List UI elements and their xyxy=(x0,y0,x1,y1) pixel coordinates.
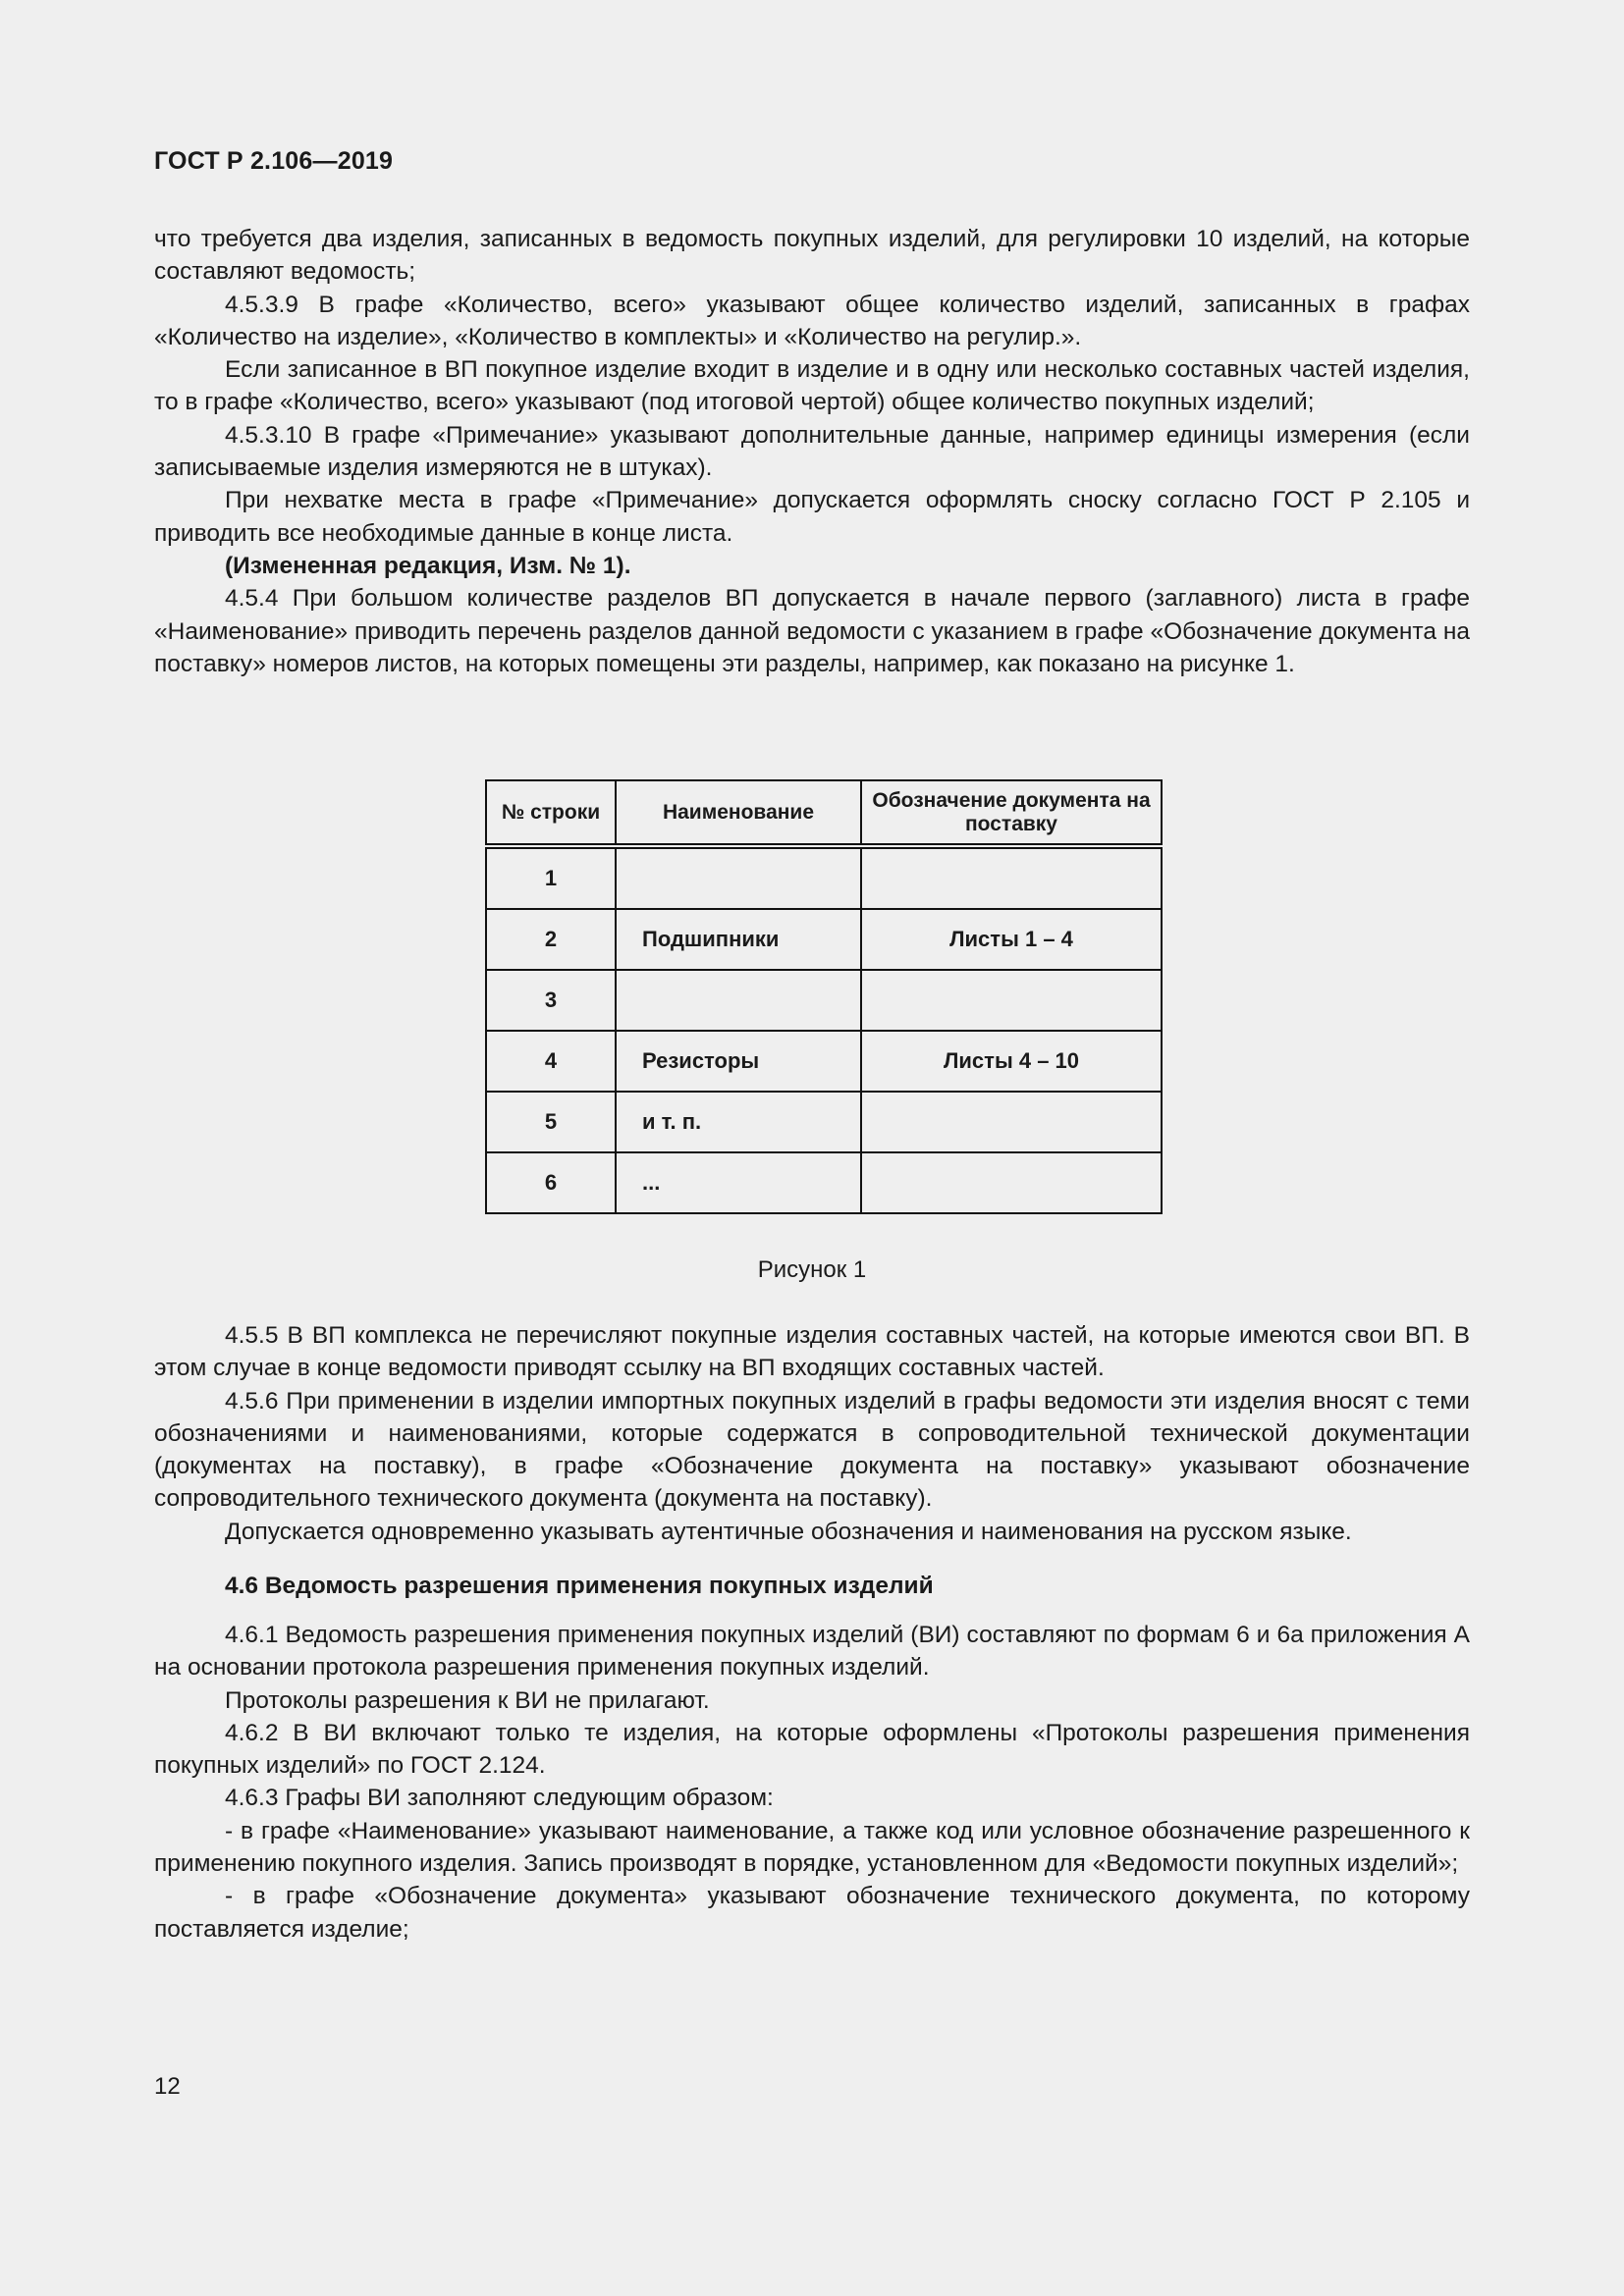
table-row xyxy=(486,846,1162,909)
header-document: Обозначение документа на поставку xyxy=(861,780,1162,846)
text-block-3 xyxy=(154,1619,1470,1946)
table-row xyxy=(486,1031,1162,1092)
sections-table xyxy=(485,779,1163,1214)
cell-name xyxy=(616,970,861,1031)
text-block-2 xyxy=(154,1319,1470,1548)
paragraph: Если записанное в ВП покупное изделие входит в изделие и в одну или несколько составных частей изделия, то в графе «Количество, всего» указывают (под итоговой чертой) общее количество покупных изделий; xyxy=(154,356,1470,416)
paragraph: 4.5.6 При применении в изделии импортных покупных изделий в графы ведомости эти изделия вносят с теми обозначениями и наименованиями, которые содержатся в сопроводительной технической документации (документах на поставку), в графе «Обозначение документа на поставку» указывают обозначение сопроводительного технического документа (документа на поставку). xyxy=(154,1387,1470,1513)
cell-row-number: 1 xyxy=(486,846,616,909)
paragraph: При нехватке места в графе «Примечание» допускается оформлять сноску согласно ГОСТ Р 2.105 и приводить все необходимые данные в конце листа. xyxy=(154,487,1470,547)
paragraph: что требуется два изделия, записанных в ведомость покупных изделий, для регулировки 10 изделий, на которые составляют ведомость; xyxy=(154,226,1470,286)
cell-row-number: 3 xyxy=(486,970,616,1031)
cell-document: Листы 4 – 10 xyxy=(861,1031,1162,1092)
header-name: Наименование xyxy=(616,780,861,846)
paragraph: 4.5.4 При большом количестве разделов ВП допускается в начале первого (заглавного) листа в графе «Наименование» приводить перечень разделов данной ведомости с указанием в графе «Обозначение документа на поставку» номеров листов, на которых помещены эти разделы, например, как показано на рисунке 1. xyxy=(154,585,1470,677)
paragraph: 4.6.2 В ВИ включают только те изделия, на которые оформлены «Протоколы разрешения применения покупных изделий» по ГОСТ 2.124. xyxy=(154,1719,1470,1780)
header-row-number: № строки xyxy=(486,780,616,846)
paragraph: 4.5.3.9 В графе «Количество, всего» указывают общее количество изделий, записанных в графах «Количество на изделие», «Количество в комплекты» и «Количество на регулир.». xyxy=(154,291,1470,350)
page-number: 12 xyxy=(154,2073,181,2100)
cell-document xyxy=(861,1152,1162,1213)
table-row xyxy=(486,909,1162,970)
figure-1 xyxy=(485,779,1163,1214)
paragraph: Протоколы разрешения к ВИ не прилагают. xyxy=(225,1686,710,1714)
cell-row-number: 4 xyxy=(486,1031,616,1092)
cell-row-number: 6 xyxy=(486,1152,616,1213)
cell-document xyxy=(861,970,1162,1031)
section-heading: 4.6 Ведомость разрешения применения покупных изделий xyxy=(225,1573,934,1599)
amendment-note: (Измененная редакция, Изм. № 1). xyxy=(225,552,631,579)
cell-name: ... xyxy=(616,1152,861,1213)
paragraph: Допускается одновременно указывать аутентичные обозначения и наименования на русском языке. xyxy=(225,1518,1352,1545)
cell-document: Листы 1 – 4 xyxy=(861,909,1162,970)
section-heading-block xyxy=(154,1570,1470,1602)
cell-name: и т. п. xyxy=(616,1092,861,1152)
list-item: - в графе «Обозначение документа» указывают обозначение технического документа, по которому поставляется изделие; xyxy=(154,1883,1470,1943)
table-row xyxy=(486,970,1162,1031)
document-header: ГОСТ Р 2.106—2019 xyxy=(154,147,394,175)
paragraph: 4.5.3.10 В графе «Примечание» указывают дополнительные данные, например единицы измерения (если записываемые изделия измеряются не в штуках). xyxy=(154,421,1470,482)
cell-name: Подшипники xyxy=(616,909,861,970)
cell-row-number: 5 xyxy=(486,1092,616,1152)
table-header-row xyxy=(486,780,1162,846)
cell-row-number: 2 xyxy=(486,909,616,970)
paragraph: 4.5.5 В ВП комплекса не перечисляют покупные изделия составных частей, на которые имеются свои ВП. В этом случае в конце ведомости приводят ссылку на ВП входящих составных частей. xyxy=(154,1322,1470,1382)
table-row xyxy=(486,1152,1162,1213)
cell-name xyxy=(616,846,861,909)
paragraph: 4.6.3 Графы ВИ заполняют следующим образом: xyxy=(225,1785,774,1812)
list-item: - в графе «Наименование» указывают наименование, а также код или условное обозначение разрешенного к применению покупного изделия. Запись производят в порядке, установленном для «Ведомости покупных изделий»; xyxy=(154,1817,1470,1878)
cell-document xyxy=(861,1092,1162,1152)
cell-name: Резисторы xyxy=(616,1031,861,1092)
table-row xyxy=(486,1092,1162,1152)
text-block-1 xyxy=(154,223,1470,680)
paragraph: 4.6.1 Ведомость разрешения применения покупных изделий (ВИ) составляют по формам 6 и 6а приложения А на основании протокола разрешения применения покупных изделий. xyxy=(154,1622,1470,1682)
figure-caption: Рисунок 1 xyxy=(757,1256,867,1283)
cell-document xyxy=(861,846,1162,909)
